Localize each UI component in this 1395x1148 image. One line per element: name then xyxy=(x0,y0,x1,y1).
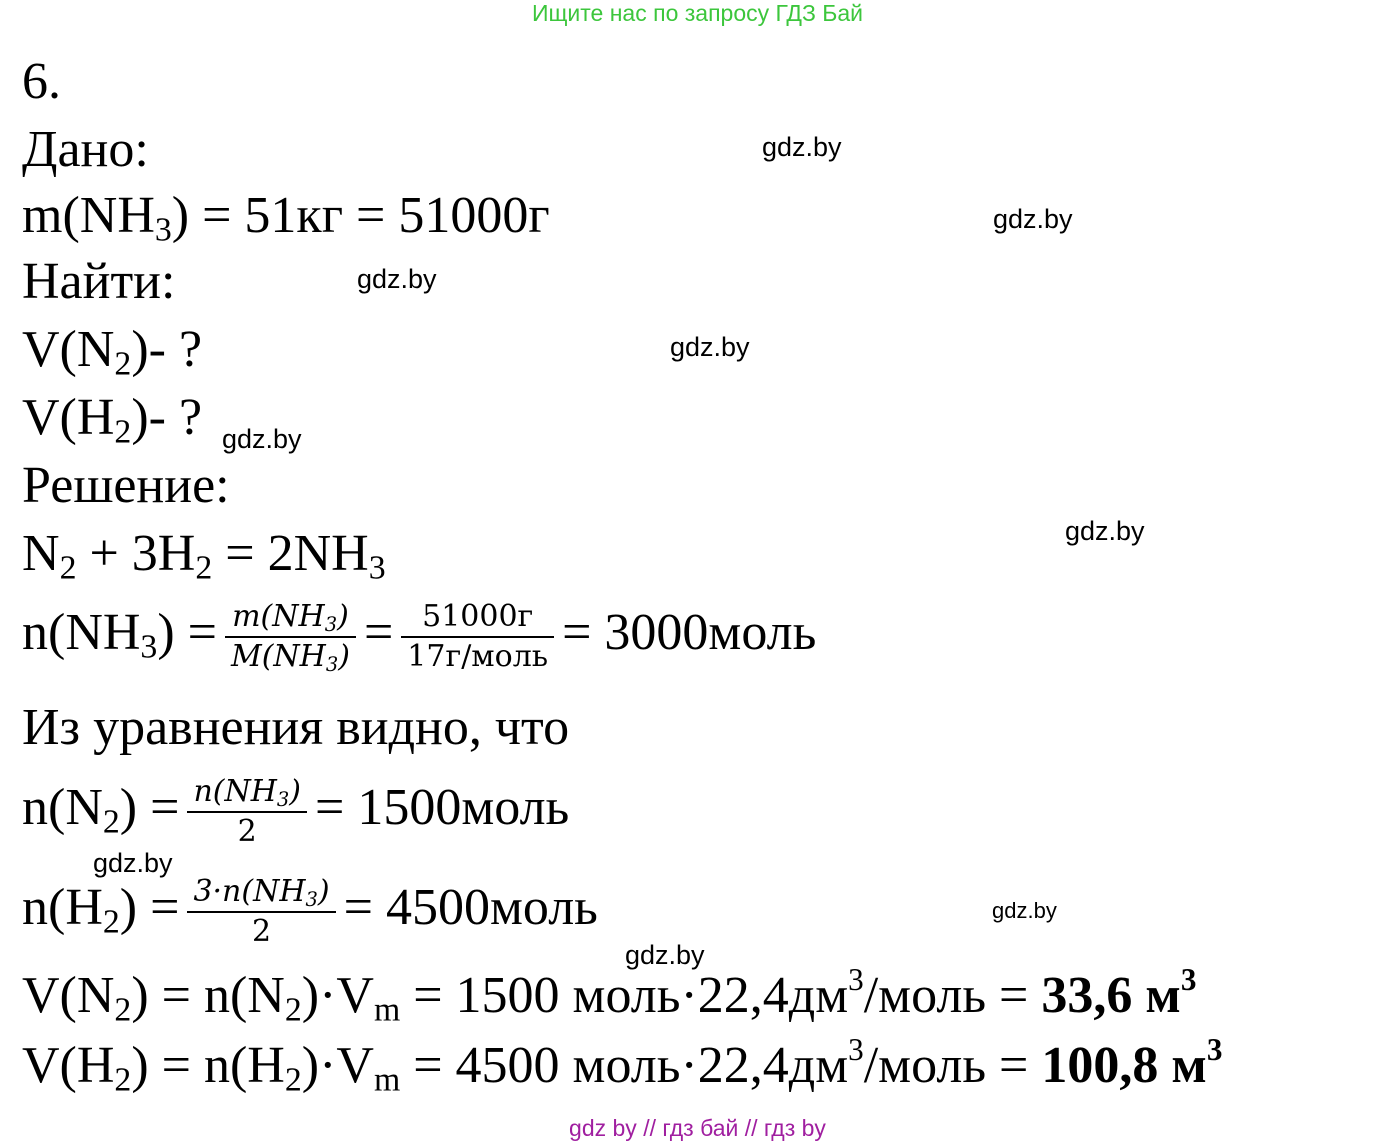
frac1-den: M(NH xyxy=(230,639,326,674)
v-h2-answer xyxy=(1041,1032,1223,1094)
n2-fraction xyxy=(187,775,307,849)
frac1-num: m(NH xyxy=(232,599,325,634)
n-n2-lhs: n(N xyxy=(22,778,103,836)
n-h2-lhs-sub: 2 xyxy=(102,903,120,941)
h2-num: 3·n(NH xyxy=(193,874,306,909)
find-v-h2-suffix: )- ? xyxy=(131,389,203,446)
watermark: gdz.by xyxy=(222,424,302,454)
v-h2-d-sup: 3 xyxy=(848,1032,864,1068)
find-v-h2 xyxy=(22,388,203,451)
n2-fraction-denominator: 2 xyxy=(237,814,257,849)
v-n2-b-sub: 2 xyxy=(284,991,302,1029)
n-nh3-lhs-end: ) = xyxy=(157,603,217,661)
given-mass-prefix: m(NH xyxy=(22,187,155,244)
v-n2-c: )·V xyxy=(301,967,374,1024)
h2-fraction xyxy=(187,875,335,949)
v-n2-d: = 1500 моль·22,4дм xyxy=(400,967,849,1024)
task-number: 6. xyxy=(22,53,61,110)
frac1-den-sub: 3 xyxy=(325,652,339,676)
numeric-fraction xyxy=(401,600,554,674)
watermark: gdz.by xyxy=(993,204,1073,234)
find-label: Найти: xyxy=(22,253,176,310)
v-h2-answer-value: 100,8 м xyxy=(1041,1037,1207,1094)
v-h2-a: V(H xyxy=(22,1037,115,1094)
v-h2-b-sub: 2 xyxy=(284,1061,302,1099)
n-nh3-eq: = xyxy=(363,603,394,661)
h2-num-end: ) xyxy=(317,874,330,909)
v-n2-a-sub: 2 xyxy=(114,991,132,1029)
footer-links[interactable]: gdz by // гдз бай // гдз by xyxy=(569,1115,826,1141)
eq-sub-a: 2 xyxy=(59,549,77,587)
n2-num: n(NH xyxy=(193,774,277,809)
h2-fraction-numerator xyxy=(187,875,335,913)
v-n2-formula xyxy=(22,962,1197,1029)
top-banner[interactable]: Ищите нас по запросу ГДЗ Бай xyxy=(531,0,864,26)
v-n2-d-sup: 3 xyxy=(848,962,864,998)
n-h2-result: = 4500моль xyxy=(343,878,598,936)
find-v-n2-suffix: )- ? xyxy=(131,321,203,378)
v-n2-answer-value: 33,6 м xyxy=(1041,967,1181,1024)
watermark: gdz.by xyxy=(762,132,842,162)
given-mass-sub: 3 xyxy=(154,211,172,249)
v-h2-a-sub: 2 xyxy=(114,1061,132,1099)
v-h2-c-sub: m xyxy=(373,1061,401,1099)
find-v-h2-sub: 2 xyxy=(114,413,132,451)
frac1-num-end: ) xyxy=(337,599,349,634)
n-nh3-lhs: n(NH xyxy=(22,603,141,661)
watermark: gdz.by xyxy=(1065,516,1145,546)
given-mass xyxy=(22,186,550,249)
find-v-n2-prefix: V(N xyxy=(22,321,115,378)
from-equation-text: Из уравнения видно, что xyxy=(22,699,570,756)
watermark: gdz.by xyxy=(992,898,1057,923)
v-n2-c-sub: m xyxy=(373,991,401,1029)
n-n2-lhs-end: ) = xyxy=(119,778,180,836)
given-label: Дано: xyxy=(22,121,149,178)
find-v-n2 xyxy=(22,320,203,383)
h2-fraction-denominator: 2 xyxy=(251,914,272,949)
watermark: gdz.by xyxy=(625,940,705,970)
frac1-num-sub: 3 xyxy=(324,612,338,636)
v-h2-answer-sup: 3 xyxy=(1206,1032,1223,1068)
eq-sub-c: 3 xyxy=(368,549,386,587)
v-n2-answer-sup: 3 xyxy=(1180,962,1197,998)
n-nh3-result: = 3000моль xyxy=(562,603,817,661)
n2-num-sub: 3 xyxy=(276,787,290,811)
n-nh3-lhs-sub: 3 xyxy=(140,628,158,666)
solution-label: Решение: xyxy=(22,457,230,514)
numeric-numerator: 51000г xyxy=(401,600,554,638)
find-v-h2-prefix: V(H xyxy=(22,389,115,446)
v-h2-formula xyxy=(22,1032,1223,1099)
n2-num-end: ) xyxy=(289,774,302,809)
mass-over-molar-fraction xyxy=(225,600,356,674)
v-h2-b: ) = n(H xyxy=(131,1037,285,1094)
eq-sub-b: 2 xyxy=(195,549,213,587)
n-h2-formula xyxy=(22,875,598,949)
fraction-numerator xyxy=(225,600,356,638)
n-n2-result: = 1500моль xyxy=(315,778,570,836)
given-mass-suffix: ) = 51кг = 51000г xyxy=(171,187,550,244)
v-h2-e: /моль = xyxy=(863,1037,1042,1094)
n-n2-lhs-sub: 2 xyxy=(102,803,120,841)
n-n2-formula xyxy=(22,775,569,849)
v-n2-b: ) = n(N xyxy=(131,967,285,1024)
n-h2-lhs: n(H xyxy=(22,878,103,936)
find-v-n2-sub: 2 xyxy=(114,345,132,383)
watermark: gdz.by xyxy=(93,848,173,878)
eq-part-a: N xyxy=(22,525,60,582)
v-n2-a: V(N xyxy=(22,967,115,1024)
watermark: gdz.by xyxy=(357,264,437,294)
n-nh3-formula xyxy=(22,600,816,674)
n-h2-lhs-end: ) = xyxy=(119,878,180,936)
frac1-den-end: ) xyxy=(338,639,350,674)
v-n2-e: /моль = xyxy=(863,967,1042,1024)
h2-num-sub: 3 xyxy=(305,887,318,911)
v-h2-d: = 4500 моль·22,4дм xyxy=(400,1037,849,1094)
eq-part-c: = 2NH xyxy=(212,525,369,582)
fraction-denominator xyxy=(225,638,356,674)
watermark: gdz.by xyxy=(670,332,750,362)
v-n2-answer xyxy=(1041,962,1197,1024)
numeric-denominator: 17г/моль xyxy=(407,639,549,674)
n2-fraction-numerator xyxy=(187,775,307,813)
v-h2-c: )·V xyxy=(301,1037,374,1094)
reaction-equation xyxy=(22,524,386,587)
eq-part-b: + 3H xyxy=(76,525,196,582)
